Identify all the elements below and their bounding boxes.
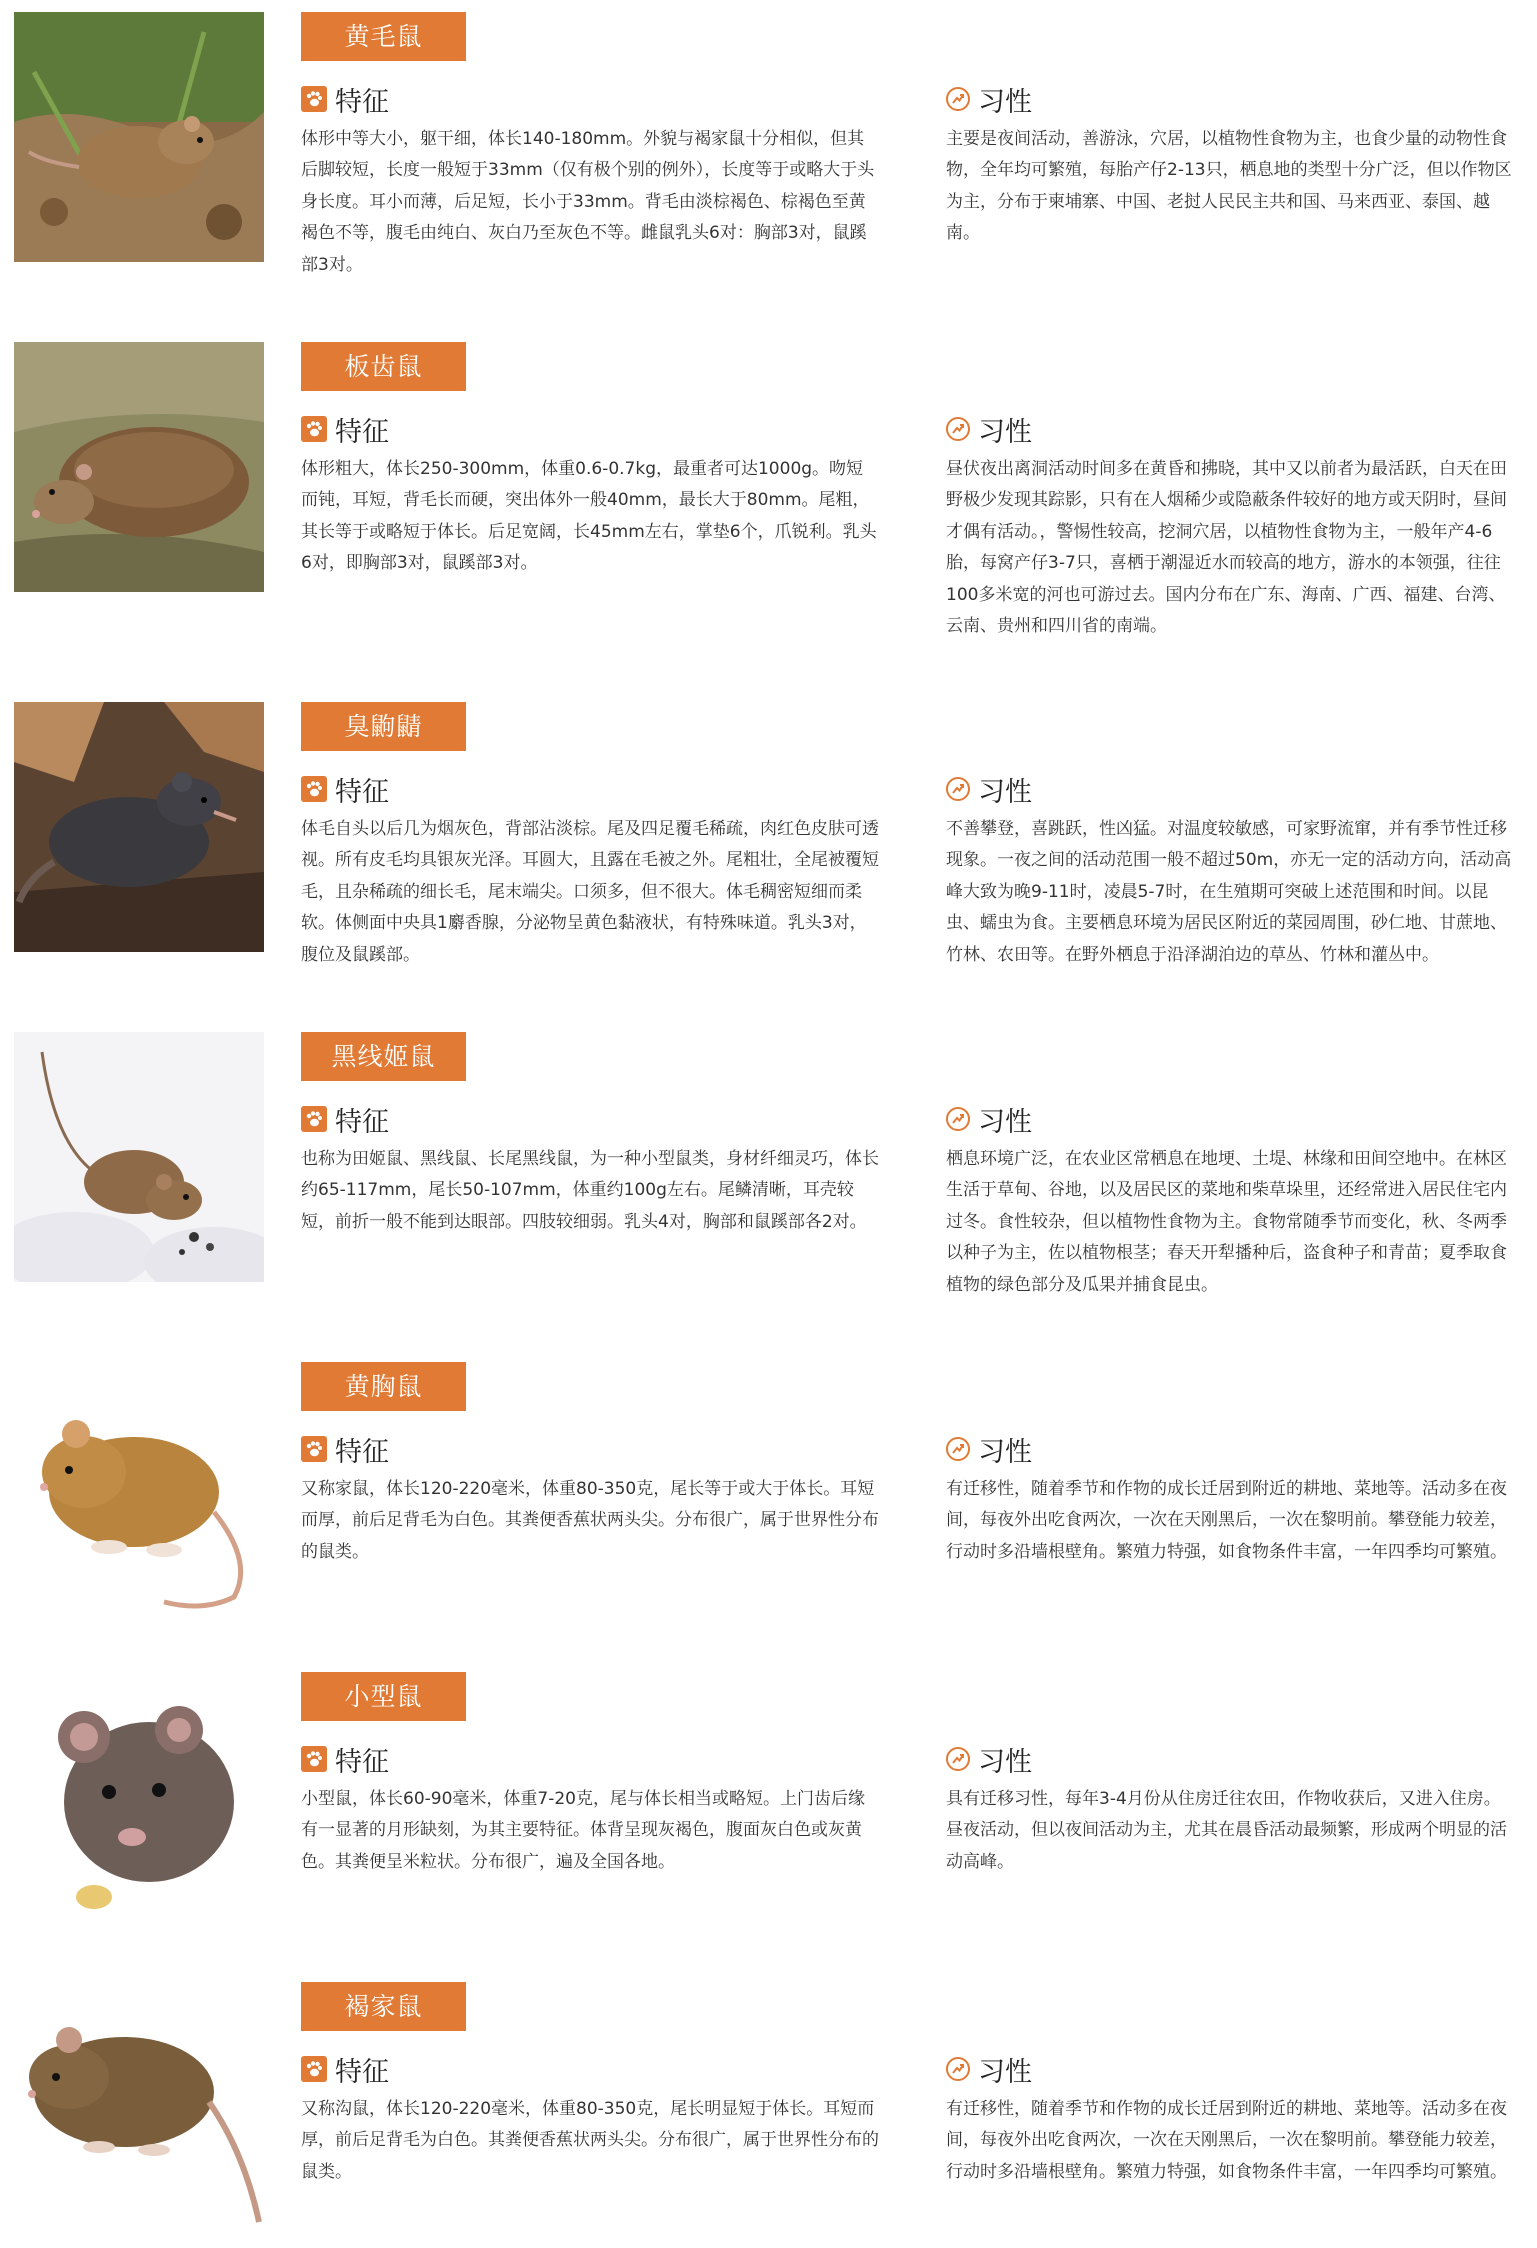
trend-chart-icon [946,1747,970,1771]
features-heading [301,2052,389,2086]
features-label: 特征 [335,776,389,808]
rat-photo-image [14,1032,264,1282]
habits-text: 主要是夜间活动，善游泳，穴居，以植物性食物为主，也食少量的动物性食物，全年均可繁殖，每胎产仔2-13只，栖息地的类型十分广泛，但以作物区为主，分布于柬埔寨、中国、老挝人民民主共和国、马来西亚、泰国、越南。 [946,129,1512,244]
habits-text: 有迁移性，随着季节和作物的成长迁居到附近的耕地、菜地等。活动多在夜间，每夜外出吃食两次，一次在天刚黑后，一次在黎明前。攀登能力较差，行动时多沿墙根壁角。繁殖力特强，如食物条件丰富，一年四季均可繁殖。 [946,2099,1507,2182]
rat-photo-image [14,12,264,262]
rat-photo-image [14,1362,264,1612]
rat-photo-image [14,1982,264,2232]
features-heading [301,1432,389,1466]
features-text: 体形中等大小，躯干细，体长140-180mm。外貌与褐家鼠十分相似，但其后脚较短，长度一般短于33mm（仅有极个别的例外），长度等于或略大于头身长度。耳小而薄，后足短，长小于33mm。背毛由淡棕褐色、棕褐色至黄褐色不等，腹毛由纯白、灰白乃至灰色不等。雌鼠乳头6对：胸部3对，鼠蹊部3对。 [301,129,875,275]
rat-name: 黄胸鼠 [301,1362,466,1411]
trend-chart-icon [946,87,970,111]
features-label: 特征 [335,416,389,448]
rat-name: 黄毛鼠 [301,12,466,61]
habits-label: 习性 [978,86,1032,118]
trend-chart-icon [946,777,970,801]
trend-chart-icon [946,2057,970,2081]
habits-label: 习性 [978,2056,1032,2088]
features-label: 特征 [335,1436,389,1468]
trend-chart-icon [946,1437,970,1461]
habits-label: 习性 [978,1106,1032,1138]
habits-text: 栖息环境广泛，在农业区常栖息在地埂、土堤、林缘和田间空地中。在林区生活于草甸、谷地，以及居民区的菜地和柴草垛里，还经常进入居民住宅内过冬。食性较杂，但以植物性食物为主。食物常随季节而变化，秋、冬两季以种子为主，佐以植物根茎；春天开犁播种后，盗食种子和青苗；夏季取食植物的绿色部分及瓜果并捕食昆虫。 [946,1149,1507,1295]
rat-photo-image [14,1672,264,1922]
rat-name: 褐家鼠 [301,1982,466,2031]
features-heading [301,412,389,446]
features-text: 小型鼠，体长60-90毫米，体重7-20克，尾与体长相当或略短。上门齿后缘有一显著的月形缺刻，为其主要特征。体背呈现灰褐色，腹面灰白色或灰黄色。其粪便呈米粒状。分布很广，遍及全国各地。 [301,1789,865,1872]
features-label: 特征 [335,1746,389,1778]
features-text: 又称沟鼠，体长120-220毫米，体重80-350克，尾长明显短于体长。耳短而厚，前后足背毛为白色。其粪便香蕉状两头尖。分布很广，属于世界性分布的鼠类。 [301,2099,879,2182]
habits-text: 昼伏夜出离洞活动时间多在黄昏和拂晓，其中又以前者为最活跃，白天在田野极少发现其踪影，只有在人烟稀少或隐蔽条件较好的地方或天阴时，昼间才偶有活动。，警惕性较高，挖洞穴居，以植物性食物为主，一般年产4-6胎，每窝产仔3-7只，喜栖于潮湿近水而较高的地方，游水的本领强，往往100多米宽的河也可游过去。国内分布在广东、海南、广西、福建、台湾、云南、贵州和四川省的南端。 [946,459,1507,637]
rat-photo-bandicoot [14,342,264,592]
rat-photo-image [14,702,264,952]
habits-label: 习性 [978,1436,1032,1468]
trend-chart-icon [946,417,970,441]
features-label: 特征 [335,1106,389,1138]
habits-label: 习性 [978,416,1032,448]
features-heading [301,1742,389,1776]
habits-heading [946,1742,1032,1776]
habits-heading [946,1102,1032,1136]
features-text: 体形粗大，体长250-300mm，体重0.6-0.7kg，最重者可达1000g。吻短而钝，耳短，背毛长而硬，突出体外一般40mm，最长大于80mm。尾粗，其长等于或略短于体长。后足宽阔，长45mm左右，掌垫6个，爪锐利。乳头6对，即胸部3对，鼠蹊部3对。 [301,459,877,574]
rat-photo-house-mouse [14,1672,264,1922]
habits-text: 具有迁移习性，每年3-4月份从住房迁往农田，作物收获后，又进入住房。昼夜活动，但以夜间活动为主，尤其在晨昏活动最频繁，形成两个明显的活动高峰。 [946,1789,1507,1872]
features-heading [301,82,389,116]
rat-name: 黑线姬鼠 [301,1032,466,1081]
habits-text: 有迁移性，随着季节和作物的成长迁居到附近的耕地、菜地等。活动多在夜间，每夜外出吃食两次，一次在天刚黑后，一次在黎明前。攀登能力较差，行动时多沿墙根壁角。繁殖力特强，如食物条件丰富，一年四季均可繁殖。 [946,1479,1507,1562]
habits-heading [946,2052,1032,2086]
rat-photo-brown-rat [14,1982,264,2232]
habits-heading [946,1432,1032,1466]
paw-icon [301,1746,327,1772]
paw-icon [301,1106,327,1132]
rat-photo-shrew [14,702,264,952]
trend-chart-icon [946,1107,970,1131]
habits-heading [946,82,1032,116]
habits-label: 习性 [978,1746,1032,1778]
features-text: 也称为田姬鼠、黑线鼠、长尾黑线鼠，为一种小型鼠类，身材纤细灵巧，体长约65-117mm，尾长50-107mm，体重约100g左右。尾鳞清晰，耳壳较短，前折一般不能到达眼部。四肢较细弱。乳头4对，胸部和鼠蹊部各2对。 [301,1149,879,1232]
features-heading [301,772,389,806]
habits-label: 习性 [978,776,1032,808]
features-text: 又称家鼠，体长120-220毫米，体重80-350克，尾长等于或大于体长。耳短而厚，前后足背毛为白色。其粪便香蕉状两头尖。分布很广，属于世界性分布的鼠类。 [301,1479,879,1562]
paw-icon [301,86,327,112]
paw-icon [301,2056,327,2082]
features-label: 特征 [335,86,389,118]
habits-heading [946,772,1032,806]
rat-name: 板齿鼠 [301,342,466,391]
rat-photo-yellow-haired [14,12,264,262]
rat-name: 小型鼠 [301,1672,466,1721]
rat-photo-image [14,342,264,592]
habits-heading [946,412,1032,446]
paw-icon [301,416,327,442]
paw-icon [301,1436,327,1462]
rat-photo-striped-field-mouse [14,1032,264,1282]
paw-icon [301,776,327,802]
habits-text: 不善攀登，喜跳跃，性凶猛。对温度较敏感，可家野流窜，并有季节性迁移现象。一夜之间的活动范围一般不超过50m，亦无一定的活动方向，活动高峰大致为晚9-11时，凌晨5-7时，在生殖期可突破上述范围和时间。以昆虫、蠕虫为食。主要栖息环境为居民区附近的菜园周围，砂仁地、甘蔗地、竹林、农田等。在野外栖息于沿泽湖泊边的草丛、竹林和灌丛中。 [946,819,1512,965]
rat-name: 臭鼩鼱 [301,702,466,751]
features-label: 特征 [335,2056,389,2088]
features-text: 体毛自头以后几为烟灰色，背部沾淡棕。尾及四足覆毛稀疏，肉红色皮肤可透视。所有皮毛均具银灰光泽。耳圆大，且露在毛被之外。尾粗壮，全尾被覆短毛，且杂稀疏的细长毛，尾末端尖。口须多，但不很大。体毛稠密短细而柔软。体侧面中央具1麝香腺，分泌物呈黄色黏液状，有特殊味道。乳头3对，腹位及鼠蹊部。 [301,819,879,965]
rat-photo-yellow-chested [14,1362,264,1612]
features-heading [301,1102,389,1136]
